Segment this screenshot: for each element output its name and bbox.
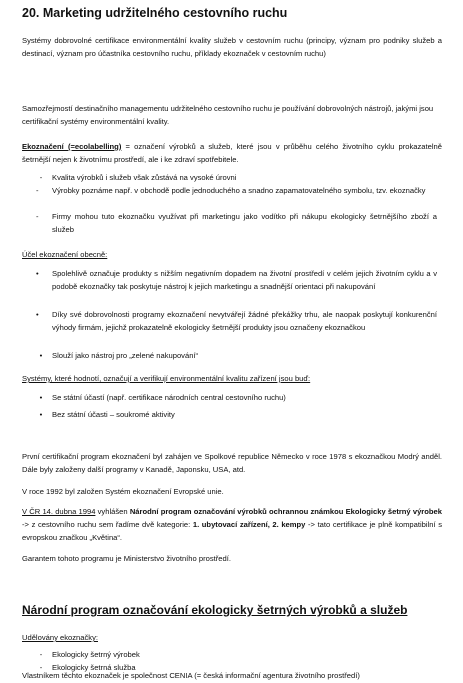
list-item: • Slouží jako nástroj pro „zelené nakupování“ (52, 350, 437, 363)
list-item: • Se státní účastí (např. certifikace národních central cestovního ruchu) (52, 392, 437, 405)
section-heading: Národní program označování ekologicky šetrných výrobků a služeb (22, 603, 408, 617)
list-item: • Díky své dobrovolnosti programy ekoznačení nevytvářejí žádné překážky trhu, ale naopak poskytují konkurenční výhody firmám, jejichž prokazatelně ekologicky šetrnější produkty jsou označeny ekoznačkou (36, 310, 437, 332)
dash-marker: - (36, 212, 39, 221)
bullet-marker: • (36, 269, 39, 278)
dash-marker: - (39, 663, 43, 672)
paragraph-ecolabelling (22, 140, 442, 166)
paragraph-destination-management: Samozřejmostí destinačního managementu udržitelného cestovního ruchu je používání dobrovolných nástrojů, jakými jsou certifikační systémy environmentální kvality. (22, 104, 434, 126)
paragraph-eu-ecolabel: V roce 1992 byl založen Systém ekoznačení Evropské unie. (22, 487, 224, 496)
bullet-marker: • (39, 351, 43, 360)
list-item: - Firmy mohou tuto ekoznačku využívat při marketingu jako vodítko při nákupu ekologicky šetrnějšího zboží a služeb (36, 212, 437, 234)
bullet-marker: • (39, 393, 43, 402)
list-item: • Spolehlivě označuje produkty s nižším negativním dopadem na životní prostředí v celém jejich životním cyklu a v podobě ekoznačky tak poskytuje nástroj k jejich marketingu a snadnější orientaci při nakupování (36, 269, 437, 291)
dash-marker: - (39, 173, 43, 182)
date-text: V ČR 14. dubna 1994 (22, 507, 96, 516)
program-name: Národní program označování výrobků ochrannou známkou Ekologicky šetrný výrobek (129, 507, 442, 516)
purpose-heading: Účel ekoznačení obecně: (22, 250, 108, 259)
ecolabelling-definition: = označení výrobků a služeb, které jsou v průběhu celého životního cyklu prokazatelně šetrnější nejen k životnímu prostředí, ale i ke zdraví spotřebitele. (22, 142, 442, 164)
bullet-marker: • (36, 310, 39, 319)
awarded-heading: Udělovány ekoznačky: (22, 633, 98, 642)
list-item: - Výrobky poznáme např. v obchodě podle jednoduchého a snadno zapamatovatelného symbolu, tzv. ekoznačky (52, 185, 437, 198)
paragraph-first-program: První certifikační program ekoznačení byl zahájen ve Spolkové republice Německo v roce 1978 s ekoznačkou Modrý anděl. Dále byly založeny další programy v Kanadě, Japonsku, USA, atd. (22, 452, 442, 474)
bullet-marker: • (39, 410, 43, 419)
page-title: 20. Marketing udržitelného cestovního ruchu (22, 6, 288, 20)
paragraph-czech-program: V ČR 14. dubna 1994 vyhlášen Národní program označování výrobků ochrannou známkou Ekologicky šetrný výrobek -> z cestovního ruchu sem řadíme dvě kategorie: 1. ubytovací zařízení, 2. kempy -> tato certifikace je plně kompatibilní s evropskou značkou „Květina“. (22, 507, 443, 542)
list-item: - Ekologicky šetrný výrobek (52, 649, 437, 662)
dash-marker: - (36, 186, 39, 195)
term-ecolabelling: Ekoznačení (=ecolabelling) (22, 142, 122, 151)
dash-marker: - (39, 650, 43, 659)
paragraph-owner: Vlastníkem těchto ekoznaček je společnost CENIA (= česká informační agentura životního prostředí) (22, 671, 360, 680)
list-item: - Kvalita výrobků i služeb však zůstává na vysoké úrovni (52, 172, 437, 185)
intro-paragraph: Systémy dobrovolné certifikace environmentální kvality služeb v cestovním ruchu (principy, význam pro podniky služeb a destinací, význam pro účastníka cestovního ruchu, příklady ekoznaček v cestovním ruchu) (22, 36, 442, 58)
paragraph-guarantor: Garantem tohoto programu je Ministerstvo životního prostředí. (22, 554, 231, 563)
list-item: - Ekologicky šetrná služba (52, 662, 437, 675)
categories-text: 1. ubytovací zařízení, 2. kempy (192, 520, 306, 529)
list-item: • Bez státní účasti – soukromé aktivity (52, 409, 437, 422)
systems-heading: Systémy, které hodnotí, označují a verifikují environmentální kvalitu zařízení jsou buď: (22, 374, 311, 383)
